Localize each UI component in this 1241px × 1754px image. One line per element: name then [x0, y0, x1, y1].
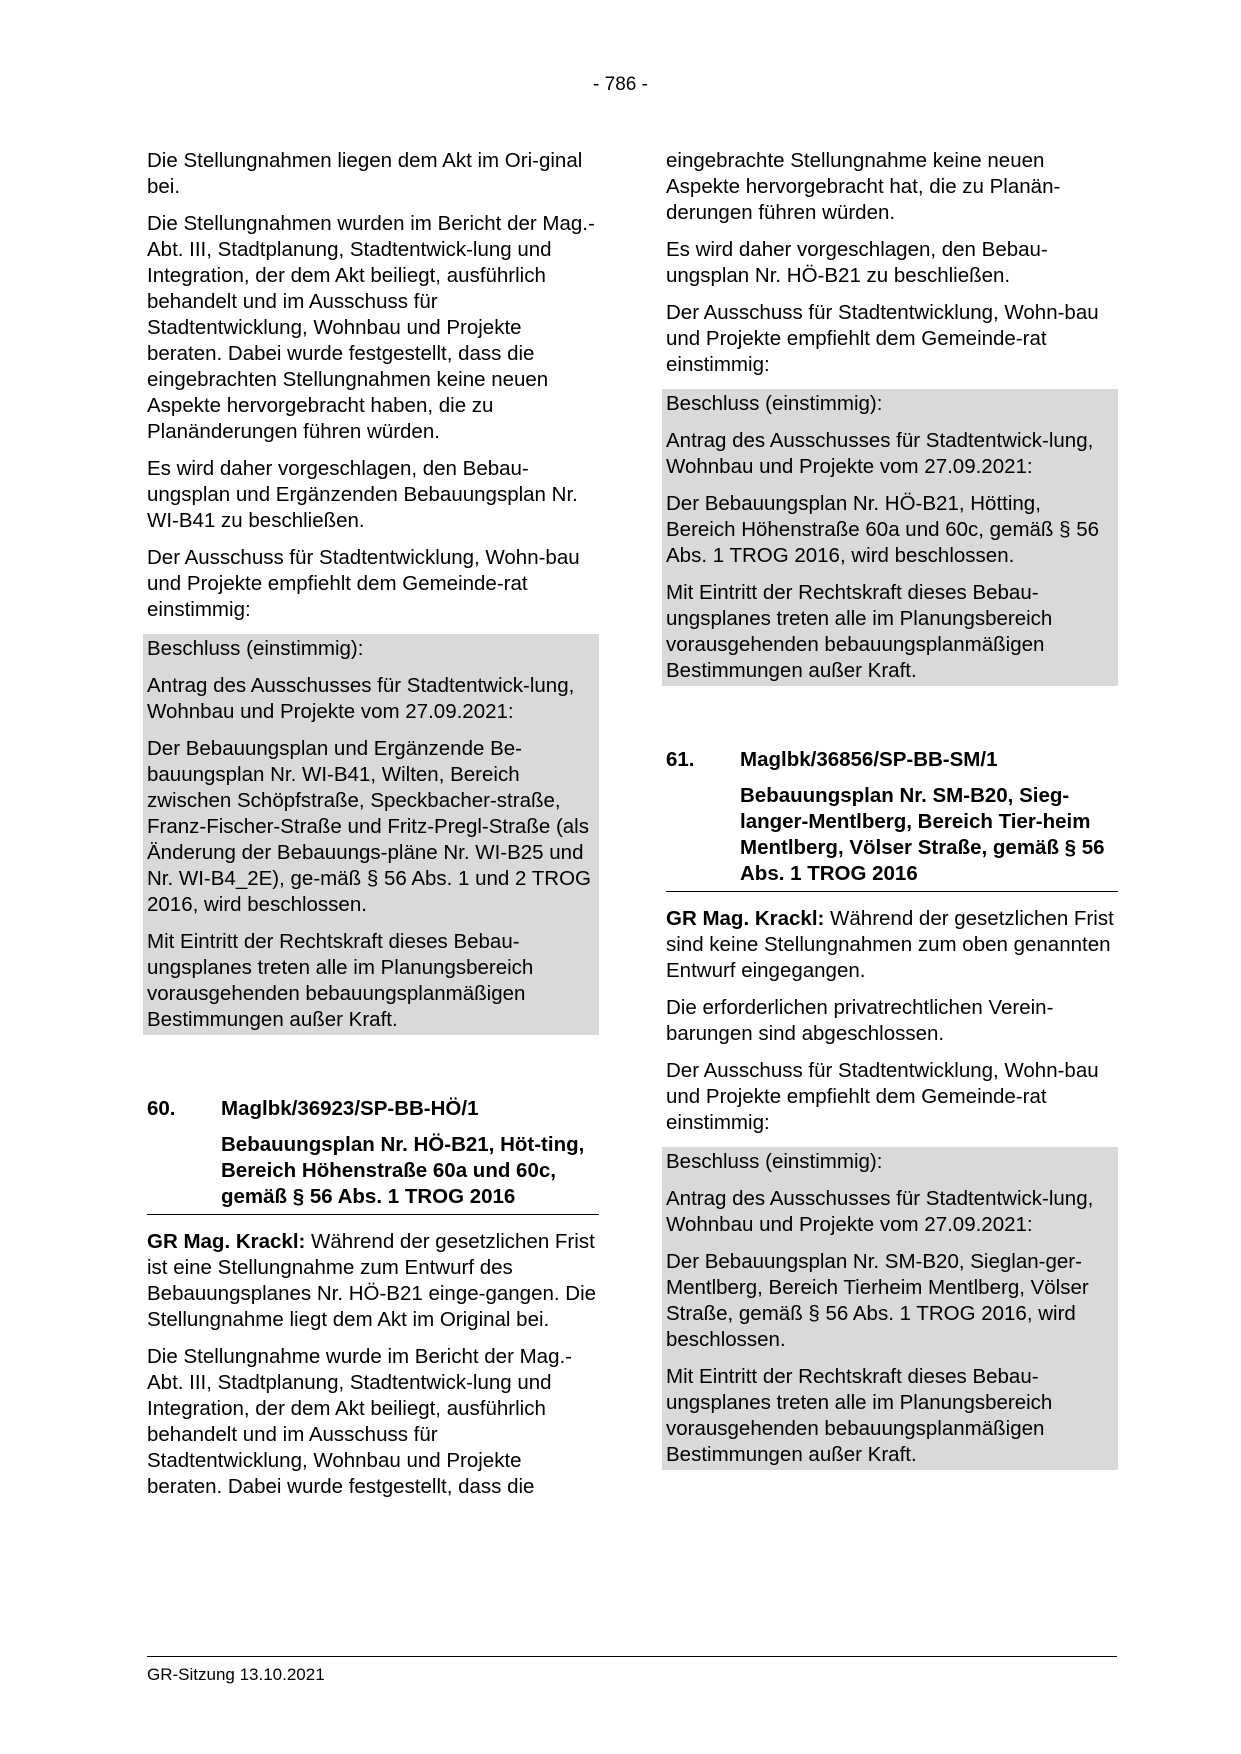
footer-divider [147, 1656, 1117, 1657]
resolution-effect: Mit Eintritt der Rechtskraft dieses Bebau-ungsplanes treten alle im Planungsbereich vorausgehenden bebauungsplanmäßigen Bestimmungen außer Kraft. [666, 1365, 1053, 1466]
speaker-name: GR Mag. Krackl: [147, 1230, 306, 1253]
paragraph: eingebrachte Stellungnahme keine neuen Aspekte hervorgebracht hat, die zu Planän-derungen führen würden. [666, 149, 1061, 224]
agenda-item-header [147, 1096, 599, 1122]
paragraph: Es wird daher vorgeschlagen, den Bebau-ungsplan Nr. HÖ-B21 zu beschließen. [666, 238, 1048, 287]
left-column [147, 148, 599, 1511]
agenda-item-title: Bebauungsplan Nr. HÖ-B21, Höt-ting, Bereich Höhenstraße 60a und 60c, gemäß § 56 Abs. 1 TROG 2016 [221, 1133, 585, 1208]
resolution-box [662, 389, 1118, 686]
resolution-text: Der Bebauungsplan und Ergänzende Be-bauungsplan Nr. WI-B41, Wilten, Bereich zwischen Schöpfstraße, Speckbacher-straße, Franz-Fischer-Straße und Fritz-Pregl-Straße (als Änderung der Bebauungs-pläne Nr. WI-B25 und Nr. WI-B4_2E), ge-mäß § 56 Abs. 1 und 2 TROG 2016, wird beschlossen. [147, 737, 591, 916]
speaker-text: Während der gesetzlichen Frist ist eine Stellungnahme zum Entwurf des Bebauungsplanes Nr. HÖ-B21 einge-gangen. Die Stellungnahme liegt dem Akt im Original bei. [147, 1230, 597, 1331]
agenda-item-ref: Maglbk/36923/SP-BB-HÖ/1 [221, 1097, 479, 1120]
divider [666, 891, 1118, 892]
speaker-text: Während der gesetzlichen Frist sind keine Stellungnahmen zum oben genannten Entwurf eingegangen. [666, 907, 1114, 982]
paragraph: Die Stellungnahme wurde im Bericht der Mag.-Abt. III, Stadtplanung, Stadtentwick-lung und Integration, der dem Akt beiliegt, ausführlich behandelt und im Ausschuss für Stadtentwicklung, Wohnbau und Projekte beraten. Dabei wurde festgestellt, dass die [147, 1345, 572, 1498]
agenda-item-ref: Maglbk/36856/SP-BB-SM/1 [740, 748, 998, 771]
divider [147, 1214, 599, 1215]
paragraph: Die erforderlichen privatrechtlichen Verein-barungen sind abgeschlossen. [666, 996, 1054, 1045]
agenda-item-number: 60. [147, 1097, 176, 1120]
agenda-item-number: 61. [666, 748, 695, 771]
resolution-effect: Mit Eintritt der Rechtskraft dieses Bebau-ungsplanes treten alle im Planungsbereich vorausgehenden bebauungsplanmäßigen Bestimmungen außer Kraft. [147, 930, 534, 1031]
paragraph: Die Stellungnahmen wurden im Bericht der Mag.-Abt. III, Stadtplanung, Stadtentwick-lung und Integration, der dem Akt beiliegt, ausführlich behandelt und im Ausschuss für Stadtentwicklung, Wohnbau und Projekte beraten. Dabei wurde festgestellt, dass die eingebrachten Stellungnahmen keine neuen Aspekte hervorgebracht haben, die zu Planänderungen führen würden. [147, 212, 595, 443]
paragraph: Die Stellungnahmen liegen dem Akt im Ori-ginal bei. [147, 149, 583, 198]
resolution-effect: Mit Eintritt der Rechtskraft dieses Bebau-ungsplanes treten alle im Planungsbereich vorausgehenden bebauungsplanmäßigen Bestimmungen außer Kraft. [666, 581, 1053, 682]
paragraph: Es wird daher vorgeschlagen, den Bebau-ungsplan und Ergänzenden Bebauungsplan Nr. WI-B41 zu beschließen. [147, 457, 578, 532]
resolution-motion: Antrag des Ausschusses für Stadtentwick-lung, Wohnbau und Projekte vom 27.09.2021: [666, 429, 1094, 478]
paragraph [147, 1229, 599, 1333]
right-column [666, 148, 1118, 1481]
agenda-item-title: Bebauungsplan Nr. SM-B20, Sieg-langer-Mentlberg, Bereich Tier-heim Mentlberg, Völser Straße, gemäß § 56 Abs. 1 TROG 2016 [740, 784, 1105, 885]
footer-session-date: GR-Sitzung 13.10.2021 [147, 1665, 325, 1684]
resolution-text: Der Bebauungsplan Nr. SM-B20, Sieglan-ger-Mentlberg, Bereich Tierheim Mentlberg, Völser Straße, gemäß § 56 Abs. 1 TROG 2016, wird beschlossen. [666, 1250, 1089, 1351]
agenda-item-header [666, 747, 1118, 773]
resolution-heading: Beschluss (einstimmig): [147, 637, 364, 660]
page-number: - 786 - [593, 74, 648, 95]
resolution-text: Der Bebauungsplan Nr. HÖ-B21, Hötting, Bereich Höhenstraße 60a und 60c, gemäß § 56 Abs. 1 TROG 2016, wird beschlossen. [666, 492, 1100, 567]
resolution-heading: Beschluss (einstimmig): [666, 1150, 883, 1173]
resolution-box [662, 1147, 1118, 1470]
speaker-name: GR Mag. Krackl: [666, 907, 825, 930]
resolution-motion: Antrag des Ausschusses für Stadtentwick-lung, Wohnbau und Projekte vom 27.09.2021: [666, 1187, 1094, 1236]
resolution-motion: Antrag des Ausschusses für Stadtentwick-lung, Wohnbau und Projekte vom 27.09.2021: [147, 674, 575, 723]
resolution-heading: Beschluss (einstimmig): [666, 392, 883, 415]
paragraph: Der Ausschuss für Stadtentwicklung, Wohn-bau und Projekte empfiehlt dem Gemeinde-rat einstimmig: [147, 546, 580, 621]
paragraph: Der Ausschuss für Stadtentwicklung, Wohn-bau und Projekte empfiehlt dem Gemeinde-rat einstimmig: [666, 301, 1099, 376]
paragraph: Der Ausschuss für Stadtentwicklung, Wohn-bau und Projekte empfiehlt dem Gemeinde-rat einstimmig: [666, 1059, 1099, 1134]
resolution-box [143, 634, 599, 1035]
paragraph [666, 906, 1118, 984]
